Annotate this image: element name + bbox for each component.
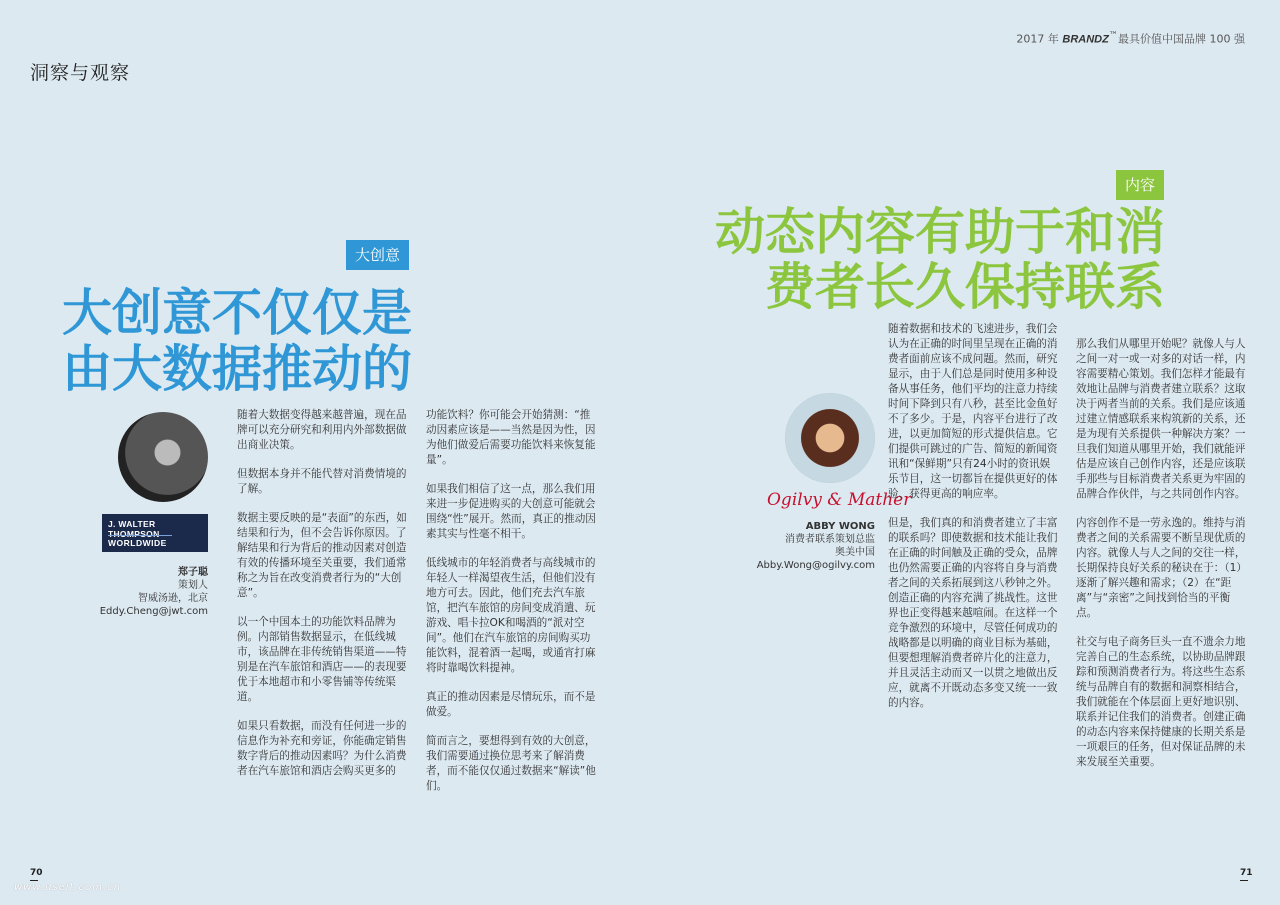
article-title-left xyxy=(52,285,412,397)
author-name: ABBY WONG xyxy=(805,521,875,532)
title-line-1: 大创意不仅仅是 xyxy=(62,284,412,342)
logo-line-1: J. WALTER THOMPSON xyxy=(108,519,160,539)
page-number-rule xyxy=(1240,880,1248,881)
paragraph: 但数据本身并不能代替对消费情境的了解。 xyxy=(237,468,407,495)
paragraph: 以一个中国本土的功能饮料品牌为例。内部销售数据显示，在低线城市，该品牌在非传统销售渠道——特别是在汽车旅馆和酒店——的表现要优于本地超市和小零售铺等传统渠道。 xyxy=(237,616,407,703)
author-email: Eddy.Cheng@jwt.com xyxy=(99,606,208,617)
author-company: 智威汤逊，北京 xyxy=(138,593,208,604)
title-line-2: 费者长久保持联系 xyxy=(765,258,1165,316)
header-rest: 最具价值中国品牌 100 强 xyxy=(1118,32,1245,46)
category-tag-left: 大创意 xyxy=(346,240,409,270)
page-number-right: 71 xyxy=(1240,868,1253,878)
paragraph: 功能饮料？你可能会开始猜测：“推动因素应该是——当然是因为性，因为他们做爱后需要功能饮料来恢复能量”。 xyxy=(426,409,596,466)
paragraph: 随着大数据变得越来越普遍，现在品牌可以充分研究和利用内外部数据做出商业决策。 xyxy=(237,409,407,451)
page-number-rule xyxy=(30,880,38,881)
author-info-right xyxy=(745,520,875,572)
paragraph: 社交与电子商务巨头一直不遗余力地完善自己的生态系统，以协助品牌跟踪和预测消费者行为。将这些生态系统与品牌自有的数据和洞察相结合，我们就能在个体层面上更好地识别、联系并记住我们的消费者。创建正确的动态内容来保持健康的长期关系是一项艰巨的任务，但对保证品牌的未来发展至关重要。 xyxy=(1076,636,1246,768)
body-column-3 xyxy=(888,322,1060,725)
paragraph: 如果我们相信了这一点，那么我们用来进一步促进购买的大创意可能就会围绕“性”展开。然而，真正的推动因素其实与性毫不相干。 xyxy=(426,483,596,540)
body-column-4 xyxy=(1076,337,1248,784)
paragraph: 数据主要反映的是“表面”的东西，如结果和行为，但不会告诉你原因。了解结果和行为背后的推动因素对创造有效的传播环境至关重要，我们通常称之为旨在改变消费者行为的“大创意”。 xyxy=(237,512,407,599)
body-column-2 xyxy=(426,408,598,808)
publication-header xyxy=(1016,30,1245,47)
paragraph: 低线城市的年轻消费者与高线城市的年轻人一样渴望夜生活，但他们没有地方可去。因此，他们充去汽车旅馆，把汽车旅馆的房间变成消遣、玩游戏、唱卡拉OK和喝酒的“派对空间”。他们在汽车旅馆的房间购买功能饮料，混着酒一起喝，或通宵打麻将时靠喝饮料提神。 xyxy=(426,557,596,674)
body-column-1 xyxy=(237,408,409,793)
section-title: 洞察与观察 xyxy=(30,62,131,84)
page-number-left: 70 xyxy=(30,868,43,878)
logo-line-2: WORLDWIDE xyxy=(108,535,172,548)
author-email: Abby.Wong@ogilvy.com xyxy=(756,560,875,571)
paragraph: 随着数据和技术的飞速进步，我们会认为在正确的时间里呈现在正确的消费者面前应该不成问题。然而，研究显示，由于人们总是同时使用多种设备从事任务，他们平均的注意力持续时间下降到只有八秒，甚至比金鱼好不了多少。于是，内容平台进行了改进，以更加简短的形式提供信息。它们提供可跳过的广告、简短的新闻资讯和“保鲜期”只有24小时的资讯娱乐节目，这一切都旨在提供更好的体验、获得更高的响应率。 xyxy=(888,323,1058,500)
category-tag-right: 内容 xyxy=(1116,170,1164,200)
author-photo-right xyxy=(785,393,875,483)
author-role: 策划人 xyxy=(178,580,208,591)
title-line-2: 由大数据推动的 xyxy=(62,340,412,398)
header-brand: BRANDZ xyxy=(1062,33,1109,46)
author-role: 消费者联系策划总监 xyxy=(785,534,875,545)
author-name: 郑子聪 xyxy=(178,567,208,578)
paragraph: 内容创作不是一劳永逸的。维持与消费者之间的关系需要不断呈现优质的内容。就像人与人之间的交往一样，长期保持良好关系的秘诀在于：（1）逐渐了解兴趣和需求；（2）在“距离”与“亲密”之间找到恰当的平衡点。 xyxy=(1076,517,1247,619)
paragraph: 真正的推动因素是尽情玩乐，而不是做爱。 xyxy=(426,691,596,718)
watermark: www.useit.com.cn xyxy=(14,882,122,893)
author-company: 奥美中国 xyxy=(835,547,875,558)
paragraph: 那么我们从哪里开始呢？就像人与人之间一对一或一对多的对话一样，内容需要精心策划。我们怎样才能最有效地让品牌与消费者建立联系？这取决于两者当前的关系。我们是应该通过建立情感联系来构筑新的关系，还是为现有关系提供一种解决方案？一旦我们知道从哪里开始，我们就能评估是应该自己创作内容，还是应该联手那些与目标消费者关系更为牢固的品牌合作伙伴，与之共同创作内容。 xyxy=(1076,338,1246,500)
ogilvy-logo: Ogilvy & Mather xyxy=(767,490,912,510)
paragraph: 如果只看数据，而没有任何进一步的信息作为补充和旁证，你能确定销售数字背后的推动因素吗？为什么消费者在汽车旅馆和酒店会购买更多的 xyxy=(237,720,407,777)
paragraph: 但是，我们真的和消费者建立了丰富的联系吗？即使数据和技术能让我们在正确的时间触及正确的受众，品牌也仍然需要正确的内容将自身与消费者之间的关系拓展到这八秒钟之外。创造正确的内容充满了挑战性。这世界也正变得越来越喧闹。在这样一个竞争激烈的环境中，尽管任何成功的战略都是以明确的商业目标为基础，但要想理解消费者碎片化的注意力，并且灵活主动而又一以贯之地做出反应，就离不开既动态多变又统一一致的内容。 xyxy=(888,517,1058,709)
header-tm: ™ xyxy=(1108,30,1118,41)
jwt-logo xyxy=(102,514,208,552)
header-year: 2017 年 xyxy=(1016,32,1059,46)
title-line-1: 动态内容有助于和消 xyxy=(715,203,1165,261)
author-photo-left xyxy=(118,412,208,502)
article-title-right xyxy=(705,205,1165,315)
paragraph: 简而言之，要想得到有效的大创意，我们需要通过换位思考来了解消费者，而不能仅仅通过数据来“解读”他们。 xyxy=(426,735,596,792)
author-info-left xyxy=(88,566,208,618)
